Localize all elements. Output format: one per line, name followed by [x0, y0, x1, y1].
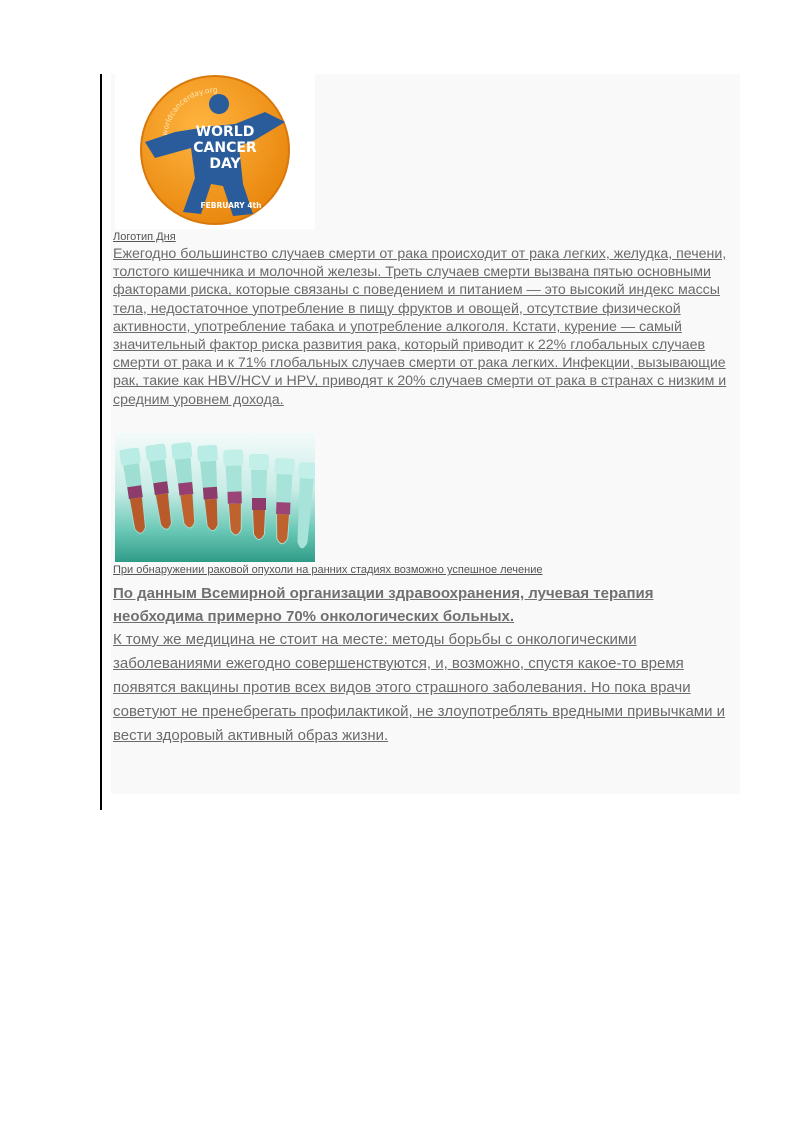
- article-content: [111, 74, 740, 794]
- paragraph-who-statement: По данным Всемирной организации здравоохранения, лучевая терапия необходима примерно 70% онкологических больных.: [113, 585, 654, 625]
- logo-date: FEBRUARY 4th: [200, 201, 262, 210]
- logo-url-text: worldcancerday.org: [159, 85, 218, 137]
- logo-title-line-1: WORLD: [195, 124, 255, 140]
- logo-caption: Логотип Дня: [113, 231, 176, 243]
- paragraph-risk-factors: Ежегодно большинство случаев смерти от рака происходит от рака легких, желудка, печени, толстого кишечника и молочной железы. Треть случаев смерти вызвана пятью основными факторами риска, которые связаны с поведением и питанием — это высокий индекс массы тела, недостаточное употребление в пищу фруктов и овощей, отсутствие физической активности, употребление табака и употребление алкоголя. Кстати, курение — самый значительный фактор риска развития рака, который приводит к 22% глобальных случаев смерти от рака и к 71% глобальных случаев смерти от рака легких. Инфекции, вызывающие рак, такие как HBV/HCV и HPV, приводят к 20% случаев смерти от рака в странах с низким и средним уровнем дохода.: [113, 246, 727, 408]
- logo-title-line-2: CANCER: [193, 140, 257, 156]
- paragraph-medicine-progress: К тому же медицина не стоит на месте: методы борьбы с онкологическими заболеваниями ежегодно совершенствуются, и, возможно, спустя какое-то время появятся вакцины против всех видов этого страшного заболевания. Но пока врачи советуют не пренебрегать профилактикой, не злоупотреблять вредными привычками и вести здоровый активный образ жизни.: [113, 631, 726, 744]
- test-tubes-photo: [115, 432, 315, 562]
- photo-caption: При обнаружении раковой опухоли на ранних стадиях возможно успешное лечение: [113, 564, 543, 576]
- logo-title-line-3: DAY: [209, 156, 241, 172]
- world-cancer-day-logo: [115, 74, 315, 229]
- left-vertical-rule: [100, 74, 102, 810]
